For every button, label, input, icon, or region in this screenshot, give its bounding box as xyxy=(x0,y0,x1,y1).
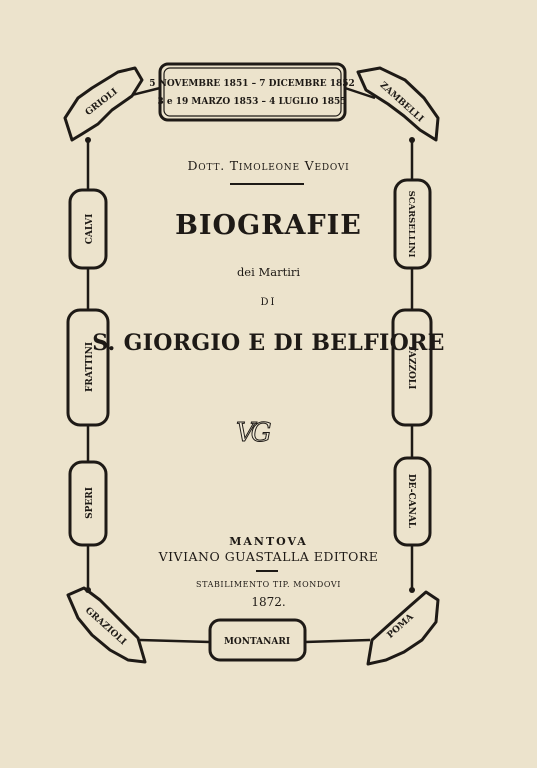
martyr-calvi: CALVI xyxy=(85,213,95,245)
martyr-scarsellini: SCARSELLINI xyxy=(406,190,416,258)
martyr-poma: POMA xyxy=(385,612,416,641)
subtitle-line-3: S. GIORGIO E DI BELFIORE xyxy=(92,330,445,356)
subtitle-line-2: DI xyxy=(260,297,277,308)
imprint-publisher: VIVIANO GUASTALLA EDITORE xyxy=(158,549,379,564)
book-title: BIOGRAFIE xyxy=(175,210,362,241)
author-name: Dott. Timoleone Vedovi xyxy=(187,158,350,173)
martyr-zambelli: ZAMBELLI xyxy=(377,80,426,125)
imprint-divider xyxy=(256,570,278,572)
title-divider xyxy=(230,183,304,185)
publisher-monogram: VG xyxy=(236,418,268,448)
martyr-de-canal: DE-CANAL xyxy=(406,473,416,529)
imprint-year: 1872. xyxy=(251,595,286,609)
martyr-grioli: GRIOLI xyxy=(83,86,120,118)
imprint-city: MANTOVA xyxy=(229,535,308,548)
dates-line-2: 3 e 19 MARZO 1853 – 4 LUGLIO 1855 xyxy=(157,97,347,107)
martyr-grazioli: GRAZIOLI xyxy=(82,605,128,648)
martyr-speri: SPERI xyxy=(85,487,95,519)
martyr-montanari: MONTANARI xyxy=(223,637,291,647)
martyr-tazzoli: TAZZOLI xyxy=(406,344,416,390)
imprint-printer: STABILIMENTO TIP. MONDOVI xyxy=(196,580,341,589)
subtitle-line-1: dei Martiri xyxy=(236,265,301,279)
martyr-frattini: FRATTINI xyxy=(85,341,95,393)
dates-line-1: 5 NOVEMBRE 1851 – 7 DICEMBRE 1852 xyxy=(149,79,355,89)
